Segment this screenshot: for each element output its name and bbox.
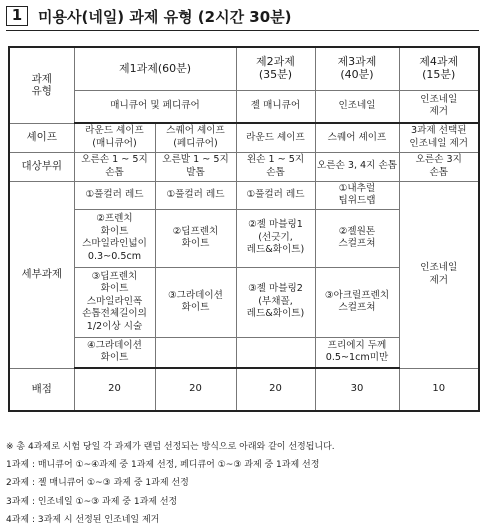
target-cell: [74, 152, 155, 181]
cell-line: ③그라데이션: [168, 289, 223, 301]
cell-line: (선긋기,: [258, 231, 293, 243]
cell-line: 스퀘어 셰이프: [166, 125, 225, 137]
task4-subheader-line: 제거: [429, 106, 449, 118]
target-cell: [236, 152, 315, 181]
cell-line: 스마일라인폭: [86, 295, 143, 307]
task4-subheader-line: 인조네일: [420, 93, 458, 105]
target-row-label: 대상부위: [9, 152, 74, 181]
detail-cell: [315, 209, 399, 267]
detail-cell: [315, 267, 399, 337]
cell-line: 0.3~0.5cm: [87, 250, 142, 262]
task2-header-line: (35분): [258, 67, 293, 81]
score-cell: 30: [315, 368, 399, 411]
detail-cell: ①풀컬러 레드: [236, 181, 315, 209]
task1-header: [74, 47, 236, 90]
cell-line: ③딥프렌치: [91, 270, 138, 282]
title-bar: [6, 4, 479, 30]
cell-line: 인조네일 제거: [409, 137, 469, 149]
target-cell: 오른손 3, 4지 손톱: [315, 152, 399, 181]
score-cell: 10: [399, 368, 479, 411]
detail-cell-empty: [155, 337, 236, 368]
target-cell: [155, 152, 236, 181]
task4-header-line: 제4과제: [419, 55, 459, 69]
task4-header: [399, 47, 479, 90]
cell-line: 스컬프쳐: [338, 238, 376, 249]
detail-cell: ①풀컬러 레드: [155, 181, 236, 209]
task4-header-line: (15분): [422, 67, 456, 81]
score-cell: 20: [74, 368, 155, 411]
shape-cell: 스퀘어 셰이프: [315, 123, 399, 152]
cell-line: (페디큐어): [173, 137, 218, 149]
cell-line: 오른손 3지: [415, 154, 462, 165]
note-line: 4과제 : 3과제 시 선정된 인조네일 제거: [6, 514, 160, 525]
cell-line: 왼손 1 ~ 5지: [246, 154, 305, 165]
detail-cell-empty: [236, 337, 315, 368]
note-line: 1과제 : 매니큐어 ①~④과제 중 1과제 선정, 페디큐어 ①~③ 과제 중 1과제 선정: [6, 460, 320, 471]
cell-line: 오른발 1 ~ 5지: [162, 154, 229, 165]
task2-subheader: 젤 매니큐어: [236, 90, 315, 123]
target-cell: [399, 152, 479, 181]
note-line: 3과제 : 인조네일 ①~③ 과제 중 1과제 선정: [6, 496, 178, 507]
notes: [6, 438, 481, 529]
corner-line: 과제: [31, 72, 52, 85]
shape-cell: [74, 123, 155, 152]
cell-line: (매니큐어): [92, 137, 137, 149]
cell-line: 인조네일: [420, 262, 458, 273]
cell-line: ①내추럴: [338, 182, 376, 194]
cell-line: 화이트: [100, 225, 129, 237]
task-table: [8, 46, 480, 412]
cell-line: 제거: [429, 274, 449, 286]
corner-header: [9, 47, 74, 123]
cell-line: 화이트: [181, 302, 210, 313]
cell-line: 팁위드랩: [338, 195, 376, 206]
cell-line: 화이트: [181, 238, 210, 249]
detail-cell: [236, 267, 315, 337]
cell-line: 3과제 선택된: [411, 125, 467, 137]
corner-line: 유형: [31, 85, 52, 98]
cell-line: ③젤 마블링2: [248, 283, 303, 295]
detail-cell: [74, 267, 155, 337]
detail-cell: [315, 181, 399, 209]
detail-cell: [74, 209, 155, 267]
cell-line: 손톱: [266, 166, 285, 178]
score-cell: 20: [236, 368, 315, 411]
cell-line: 화이트: [100, 283, 129, 295]
cell-line: 손톱: [429, 166, 449, 178]
detail-cell: [236, 209, 315, 267]
detail-cell: [74, 337, 155, 368]
detail-cell: [315, 337, 399, 368]
page-title: 미용사(네일) 과제 유형 (2시간 30분): [38, 8, 292, 26]
cell-line: 레드&화이트): [246, 244, 305, 256]
task2-header: [236, 47, 315, 90]
detail-cell: [155, 267, 236, 337]
task1-header-text: 제1과제(60분): [118, 61, 192, 75]
task4-subheader: [399, 90, 479, 123]
cell-line: ②프렌치: [96, 213, 133, 224]
cell-line: 화이트: [100, 352, 129, 364]
cell-line: 스컬프쳐: [338, 302, 376, 313]
cell-line: 0.5~1cm미만: [325, 352, 389, 364]
cell-line: (부채꼴,: [258, 295, 293, 307]
cell-line: ②딥프렌치: [172, 225, 219, 237]
cell-line: ③아크릴프렌치: [324, 289, 390, 301]
cell-line: 레드&화이트): [246, 308, 305, 320]
cell-line: 프리에지 두께: [327, 339, 387, 351]
shape-cell: 라운드 셰이프: [236, 123, 315, 152]
task3-header: [315, 47, 399, 90]
detail-cell-removal: [399, 181, 479, 368]
title-underline: [6, 30, 479, 31]
cell-line: 1/2이상 시술: [86, 320, 143, 332]
score-cell: 20: [155, 368, 236, 411]
task3-header-line: 제3과제: [337, 55, 377, 69]
task3-header-line: (40분): [340, 67, 374, 81]
cell-line: ②젤원톤: [338, 225, 376, 237]
task3-subheader: 인조네일: [315, 90, 399, 123]
shape-cell: [155, 123, 236, 152]
cell-line: 라운드 셰이프: [85, 125, 144, 137]
section-number: 1: [6, 6, 28, 26]
shape-row-label: 셰이프: [9, 123, 74, 152]
detail-cell: [155, 209, 236, 267]
task2-header-line: 제2과제: [256, 55, 295, 69]
cell-line: ④그라데이션: [87, 339, 142, 351]
cell-line: 손톱: [105, 166, 124, 178]
cell-line: 발톱: [186, 166, 205, 178]
task1-subheader: 매니큐어 및 페디큐어: [74, 90, 236, 123]
note-line: 2과제 : 젤 매니큐어 ①~③ 과제 중 1과제 선정: [6, 478, 189, 489]
shape-cell: [399, 123, 479, 152]
cell-line: 오른손 1 ~ 5지: [81, 154, 148, 165]
score-row-label: 배점: [9, 368, 74, 411]
note-line: ※ 총 4과제로 시험 당일 각 과제가 랜덤 선정되는 방식으로 아래와 같이 선정됩니다.: [6, 442, 335, 452]
cell-line: 스마일라인넓이: [82, 238, 147, 249]
detail-row-label: 세부과제: [9, 181, 74, 368]
cell-line: ②젤 마블링1: [248, 219, 303, 231]
cell-line: 손톱전체길이의: [82, 308, 147, 320]
detail-cell: ①풀컬러 레드: [74, 181, 155, 209]
